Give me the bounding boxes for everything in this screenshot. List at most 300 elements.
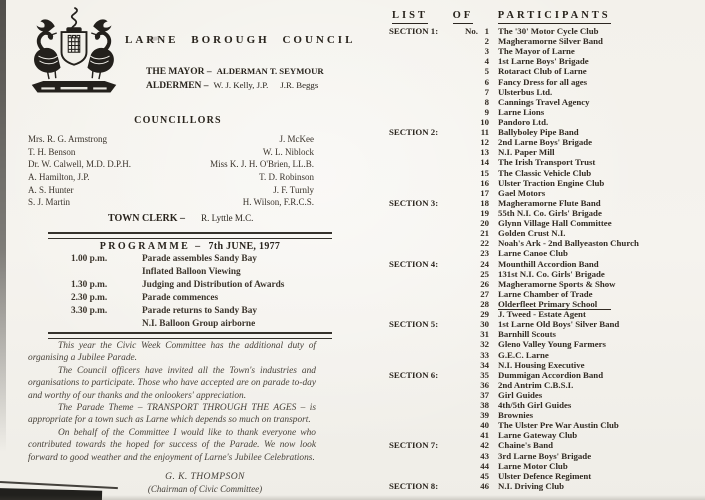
section-label <box>389 178 465 188</box>
participant-number: 14 <box>480 157 489 168</box>
no-column-label <box>465 36 478 46</box>
participant-row <box>389 390 701 400</box>
programme-item <box>71 266 331 279</box>
participant-name: Dummigan Accordion Band <box>498 369 604 380</box>
no-column-label <box>465 289 478 299</box>
councillor-name-right: J. F. Turnly <box>273 184 314 195</box>
participant-row <box>389 238 701 248</box>
participant-name: Olderfleet Primary School <box>498 299 611 310</box>
no-column-label <box>465 400 478 410</box>
participant-name: The Ulster Pre War Austin Club <box>498 420 619 431</box>
section-label <box>389 471 465 481</box>
participant-row <box>389 420 701 430</box>
message-paragraph: On behalf of the Committee I would like to thank everyone who contributed towards the hoped for success of the Parade. We now look forward to good weather and the enjoyment of Larne's Jubilee Celebrations. <box>28 427 316 463</box>
participant-row <box>389 350 701 360</box>
participant-number: 36 <box>480 379 489 390</box>
participant-number: 34 <box>480 359 489 370</box>
participant-number: 26 <box>480 278 489 289</box>
section-label <box>389 137 465 147</box>
participant-number: 1 <box>484 26 489 36</box>
mayor-name: ALDERMAN T. SEYMOUR <box>216 66 324 76</box>
no-column-label <box>465 137 478 147</box>
no-column-label <box>465 77 478 87</box>
participant-number: 24 <box>480 258 489 269</box>
message-paragraph: The Parade Theme – TRANSPORT THROUGH THE AGES – is appropriate for a town such as Larne which depends so much on transport. <box>28 403 316 426</box>
councillors-list <box>28 133 314 209</box>
no-column-label <box>465 87 478 97</box>
alderman-name-2: J.R. Beggs <box>280 80 319 90</box>
section-label <box>389 339 465 349</box>
participant-name: Ulsterbus Ltd. <box>498 86 553 97</box>
no-column-label <box>465 117 478 127</box>
councillor-row <box>28 184 314 197</box>
participant-row <box>389 360 701 370</box>
participant-name: Girl Guides <box>498 389 543 400</box>
section-label <box>389 329 465 339</box>
no-column-label <box>465 410 478 420</box>
participant-number: 17 <box>480 187 489 198</box>
no-column-label <box>465 370 478 380</box>
participant-name: Glynn Village Hall Committee <box>498 218 612 229</box>
participant-row <box>389 299 701 309</box>
participant-name: Barnhill Scouts <box>498 329 556 340</box>
programme-event: Parade returns to Sandy Bay <box>142 306 258 317</box>
divider-top <box>48 232 332 239</box>
participants-heading <box>392 10 630 24</box>
participant-row <box>389 228 701 238</box>
programme-event: Inflated Balloon Viewing <box>142 267 241 278</box>
participant-row <box>389 127 701 137</box>
no-column-label <box>465 56 478 66</box>
participant-number: 2 <box>484 36 489 47</box>
no-column-label <box>465 208 478 218</box>
no-column-label <box>465 319 478 329</box>
no-column-label <box>465 228 478 238</box>
participant-name: Larne Motor Club <box>498 460 568 471</box>
participant-number: 30 <box>480 319 489 330</box>
participant-row <box>389 147 701 157</box>
participant-name: N.I. Paper Mill <box>498 147 555 158</box>
councillor-row <box>28 196 314 209</box>
participant-row <box>389 178 701 188</box>
programme-schedule <box>71 253 331 332</box>
no-column-label <box>465 238 478 248</box>
participant-number: 38 <box>480 400 489 411</box>
aldermen-label: ALDERMEN – <box>146 81 209 91</box>
participant-number: 18 <box>480 197 489 208</box>
section-label <box>389 400 465 410</box>
participant-number: 15 <box>480 167 489 178</box>
participant-row <box>389 410 701 420</box>
section-label: SECTION 8: <box>389 480 439 491</box>
aldermen-line <box>146 80 318 91</box>
participant-name: Ulster Traction Engine Club <box>498 177 605 188</box>
participant-name: Rotaract Club of Larne <box>498 66 587 77</box>
councillor-row <box>28 133 314 146</box>
participant-row <box>389 117 701 127</box>
no-column-label <box>465 218 478 228</box>
councillor-row <box>28 171 314 184</box>
section-label <box>389 208 465 218</box>
participant-row <box>389 56 701 66</box>
programme-item <box>71 292 331 305</box>
section-label <box>389 218 465 228</box>
no-column-label <box>465 299 478 309</box>
participant-number: 13 <box>480 147 489 158</box>
participant-row <box>389 97 701 107</box>
larne-coat-of-arms-icon <box>26 6 122 110</box>
message-paragraph: The Council officers have invited all the Town's industries and organisations to participate. Those who have accepted are on parade to-day and worthy of our thanks and the onlookers' appreciation. <box>28 365 316 401</box>
participant-row <box>389 157 701 167</box>
no-column-label <box>465 269 478 279</box>
section-label <box>389 248 465 258</box>
section-label: SECTION 6: <box>389 369 439 380</box>
chairman-message <box>28 340 316 464</box>
participant-name: J. Tweed - Estate Agent <box>498 309 586 320</box>
participant-number: 11 <box>480 127 489 138</box>
section-label <box>389 360 465 370</box>
councillor-name-right: Miss K. J. H. O'Brien, LL.B. <box>210 159 314 170</box>
section-label <box>389 77 465 87</box>
participant-name: G.E.C. Larne <box>498 349 549 360</box>
participant-number: 41 <box>480 430 489 441</box>
participant-name: Gleno Valley Young Farmers <box>498 339 606 350</box>
section-label: SECTION 1: <box>389 26 439 36</box>
councillor-name-right: H. Wilson, F.R.C.S. <box>242 197 314 208</box>
participant-name: N.I. Housing Executive <box>498 359 585 370</box>
no-column-label <box>465 481 478 491</box>
section-label <box>389 188 465 198</box>
participants-list <box>389 26 701 491</box>
participant-name: Golden Crust N.I. <box>498 228 566 239</box>
programme-time: 2.30 p.m. <box>71 293 108 304</box>
no-column-label <box>465 157 478 167</box>
no-column-label <box>465 360 478 370</box>
participant-number: 19 <box>480 207 489 218</box>
participant-row <box>389 259 701 269</box>
section-label <box>389 430 465 440</box>
no-column-label <box>465 339 478 349</box>
no-column-label <box>465 440 478 450</box>
participant-row <box>389 36 701 46</box>
councillors-heading: COUNCILLORS <box>134 115 222 126</box>
section-label <box>389 238 465 248</box>
section-label: SECTION 4: <box>389 258 439 269</box>
participant-row <box>389 319 701 329</box>
participant-number: 20 <box>480 218 489 229</box>
no-column-label <box>465 198 478 208</box>
councillor-name-left: Mrs. R. G. Armstrong <box>28 134 108 144</box>
town-clerk-line <box>108 213 253 224</box>
participant-number: 31 <box>480 329 489 340</box>
no-column-label <box>465 147 478 157</box>
participant-row <box>389 471 701 481</box>
section-label <box>389 87 465 97</box>
participant-row <box>389 329 701 339</box>
participant-number: 42 <box>480 440 489 451</box>
participant-name: Gael Motors <box>498 187 546 198</box>
programme-time: 1.00 p.m. <box>71 254 108 264</box>
section-label <box>389 147 465 157</box>
no-column-label <box>465 350 478 360</box>
programme-event: Judging and Distribution of Awards <box>142 280 285 291</box>
councillor-name-left: T. H. Benson <box>28 146 76 157</box>
scan-edge-artifact <box>0 0 6 452</box>
participant-name: Larne Chamber of Trade <box>498 288 593 299</box>
no-column-label <box>465 380 478 390</box>
participant-name: Fancy Dress for all ages <box>498 76 588 87</box>
councillor-name-left: S. J. Martin <box>28 197 71 208</box>
programme-item <box>71 318 331 331</box>
no-column-label <box>465 451 478 461</box>
council-title: LARNE BOROUGH COUNCIL <box>125 34 356 46</box>
participant-name: 131st N.I. Co. Girls' Brigade <box>498 268 605 279</box>
participant-number: 12 <box>480 137 489 148</box>
section-label: SECTION 3: <box>389 197 439 208</box>
participant-row <box>389 107 701 117</box>
section-label <box>389 157 465 167</box>
no-column-label <box>465 420 478 430</box>
participant-row <box>389 218 701 228</box>
participant-row <box>389 248 701 258</box>
participant-name: The Mayor of Larne <box>498 46 575 57</box>
town-clerk-name: R. Lyttle M.C. <box>201 213 254 223</box>
participant-row <box>389 208 701 218</box>
participant-number: 32 <box>480 339 489 350</box>
section-label <box>389 117 465 127</box>
programme-event: N.I. Balloon Group airborne <box>142 319 256 330</box>
programme-time <box>71 318 142 331</box>
participant-number: 7 <box>484 86 489 97</box>
no-column-label <box>465 248 478 258</box>
participant-row <box>389 451 701 461</box>
no-column-label <box>465 390 478 400</box>
participant-row <box>389 66 701 76</box>
councillor-row <box>28 146 314 159</box>
programme-item <box>71 253 331 266</box>
section-label <box>389 299 465 309</box>
participant-number: 43 <box>480 450 489 461</box>
section-label <box>389 309 465 319</box>
programme-heading <box>48 241 332 252</box>
councillor-name-left: Dr. W. Calwell, M.D. D.P.H. <box>28 159 132 170</box>
no-column-label <box>465 329 478 339</box>
no-column-label <box>465 66 478 76</box>
participant-number: 22 <box>480 238 489 249</box>
participant-name: Larne Canoe Club <box>498 248 568 259</box>
section-label <box>389 46 465 56</box>
participant-name: 2nd Antrim C.B.S.I. <box>498 379 574 390</box>
section-label <box>389 279 465 289</box>
participant-name: 2nd Larne Boys' Brigade <box>498 137 593 148</box>
programme-time <box>71 266 142 279</box>
participant-number: 25 <box>480 268 489 279</box>
participant-row <box>389 440 701 450</box>
section-label <box>389 461 465 471</box>
councillor-name-right: W. L. Niblock <box>262 146 314 157</box>
participant-name: The Irish Transport Trust <box>498 157 596 168</box>
participant-number: 33 <box>480 349 489 360</box>
mayor-line <box>146 66 324 77</box>
participant-number: 45 <box>480 470 489 481</box>
participant-number: 10 <box>480 116 489 127</box>
participant-name: 4th/5th Girl Guides <box>498 400 572 411</box>
participant-name: Magheramorne Flute Band <box>498 197 601 208</box>
participant-name: Larne Lions <box>498 106 545 117</box>
participant-name: Larne Gateway Club <box>498 430 578 441</box>
section-label <box>389 56 465 66</box>
participant-name: Mounthill Accordion Band <box>498 258 599 269</box>
participant-row <box>389 289 701 299</box>
councillor-name-right: T. D. Robinson <box>259 172 314 183</box>
no-column-label <box>465 471 478 481</box>
participant-name: Magheramorne Sports & Show <box>498 278 616 289</box>
no-column-label <box>465 127 478 137</box>
participant-name: Ballyboley Pipe Band <box>498 127 579 138</box>
participant-row <box>389 87 701 97</box>
participant-row <box>389 400 701 410</box>
participant-name: The '30' Motor Cycle Club <box>498 26 599 36</box>
participant-number: 28 <box>480 298 489 309</box>
participant-number: 46 <box>480 480 489 491</box>
participant-row <box>389 430 701 440</box>
councillor-name-left: A. Hamilton, J.P. <box>28 172 90 183</box>
town-clerk-label: TOWN CLERK – <box>108 213 186 224</box>
programme-item <box>71 305 331 318</box>
participant-number: 4 <box>484 56 489 67</box>
section-label <box>389 36 465 46</box>
section-label: SECTION 7: <box>389 440 439 451</box>
mayor-label: THE MAYOR – <box>146 67 212 77</box>
no-column-label <box>465 279 478 289</box>
participant-name: Pandoro Ltd. <box>498 116 549 127</box>
participant-name: Brownies <box>498 410 534 421</box>
participant-row <box>389 168 701 178</box>
councillor-name-left: A. S. Hunter <box>28 184 74 195</box>
section-label <box>389 451 465 461</box>
no-column-label <box>465 461 478 471</box>
no-column-label <box>465 178 478 188</box>
programme-time: 3.30 p.m. <box>71 306 108 317</box>
no-column-label: No. <box>465 26 478 36</box>
participant-name: Ulster Defence Regiment <box>498 470 592 481</box>
participant-row <box>389 188 701 198</box>
no-column-label <box>465 430 478 440</box>
no-column-label <box>465 309 478 319</box>
signature-block <box>60 471 350 494</box>
participant-name: N.I. Driving Club <box>498 480 564 491</box>
participants-heading-word: OF <box>453 10 474 24</box>
section-label <box>389 390 465 400</box>
section-label <box>389 289 465 299</box>
participant-number: 6 <box>484 76 489 87</box>
participant-row <box>389 380 701 390</box>
signature-title: (Chairman of Civic Committee) <box>147 484 263 494</box>
programme-event: Parade commences <box>142 293 219 304</box>
section-label <box>389 420 465 430</box>
section-label <box>389 380 465 390</box>
section-label <box>389 66 465 76</box>
participant-number: 21 <box>480 228 489 239</box>
participant-row <box>389 198 701 208</box>
participant-row <box>389 77 701 87</box>
participant-name: Chaine's Band <box>498 440 554 451</box>
no-column-label <box>465 259 478 269</box>
programme-time: 1.30 p.m. <box>71 280 108 291</box>
alderman-name-1: W. J. Kelly, J.P. <box>213 80 269 90</box>
programme-item <box>71 279 331 292</box>
participant-row <box>389 137 701 147</box>
no-column-label <box>465 97 478 107</box>
section-label <box>389 410 465 420</box>
participant-row <box>389 339 701 349</box>
participant-name: Noah's Ark - 2nd Ballyeaston Church <box>498 238 639 249</box>
participant-name: Magheramorne Silver Band <box>498 36 603 47</box>
participant-name: Cannings Travel Agency <box>498 96 590 107</box>
participant-number: 23 <box>480 248 489 259</box>
participant-number: 40 <box>480 420 489 431</box>
participants-heading-word: PARTICIPANTS <box>498 10 611 24</box>
participant-name: The Classic Vehicle Club <box>498 167 592 178</box>
section-label <box>389 228 465 238</box>
participant-number: 29 <box>480 309 489 320</box>
participant-number: 44 <box>480 460 489 471</box>
participant-number: 16 <box>480 177 489 188</box>
participant-row <box>389 26 701 36</box>
participant-number: 39 <box>480 410 489 421</box>
participant-number: 27 <box>480 288 489 299</box>
section-label <box>389 168 465 178</box>
participant-number: 3 <box>484 46 489 57</box>
participant-number: 35 <box>480 369 489 380</box>
section-label <box>389 269 465 279</box>
section-label: SECTION 5: <box>389 319 439 330</box>
programme-date: 7th JUNE, 1977 <box>208 241 281 252</box>
participant-name: 55th N.I. Co. Girls' Brigade <box>498 207 602 218</box>
no-column-label <box>465 107 478 117</box>
participants-heading-word: LIST <box>392 10 428 24</box>
participant-row <box>389 269 701 279</box>
participant-number: 5 <box>484 66 489 77</box>
no-column-label <box>465 188 478 198</box>
participant-name: 1st Larne Old Boys' Silver Band <box>498 319 620 330</box>
section-label <box>389 97 465 107</box>
participant-number: 9 <box>484 106 489 117</box>
section-label <box>389 107 465 117</box>
participant-number: 37 <box>480 389 489 400</box>
participant-row <box>389 279 701 289</box>
programme-label: PROGRAMME – <box>99 241 203 252</box>
participant-name: 1st Larne Boys' Brigade <box>498 56 589 67</box>
councillor-row <box>28 158 314 171</box>
participant-row <box>389 46 701 56</box>
participant-number: 8 <box>484 96 489 107</box>
participant-row <box>389 309 701 319</box>
participant-row <box>389 370 701 380</box>
section-label <box>389 350 465 360</box>
no-column-label <box>465 168 478 178</box>
programme-event: Parade assembles Sandy Bay <box>142 254 257 264</box>
participant-row <box>389 481 701 491</box>
signature-name: G. K. THOMPSON <box>165 471 245 482</box>
divider-bottom <box>48 332 332 339</box>
scan-bottom-shadow <box>0 495 705 500</box>
no-column-label <box>465 46 478 56</box>
councillor-name-right: J. McKee <box>279 134 314 144</box>
participant-name: 3rd Larne Boys' Brigade <box>498 450 592 461</box>
section-label: SECTION 2: <box>389 127 439 138</box>
participant-row <box>389 461 701 471</box>
